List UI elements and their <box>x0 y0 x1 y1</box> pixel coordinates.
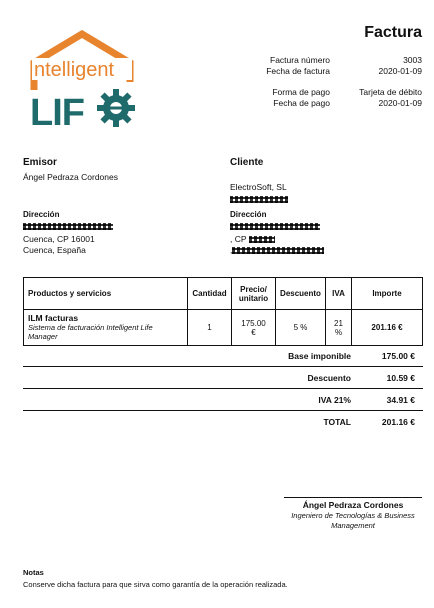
payment-date-label: Fecha de pago <box>273 98 330 108</box>
totals-total-row <box>23 411 423 433</box>
row-vat-value: 21 <box>334 318 343 328</box>
issuer-name: Ángel Pedraza Cordones <box>23 172 118 182</box>
totals <box>23 345 423 433</box>
col-price <box>232 278 276 310</box>
vat-value: 34.91 € <box>386 394 415 405</box>
table-row <box>24 310 423 346</box>
client-country-prefix: , <box>230 245 233 255</box>
invoice-number: 3003 <box>403 55 422 65</box>
issuer-country: Cuenca, España <box>23 245 86 255</box>
base-label: Base imponible <box>288 350 351 361</box>
row-discount: 5 % <box>276 310 326 346</box>
vat-label: IVA 21% <box>318 394 351 405</box>
invoice-meta-number <box>258 55 422 77</box>
invoice-title: Factura <box>364 24 422 41</box>
base-value: 175.00 € <box>381 350 415 361</box>
client-country <box>230 245 324 256</box>
total-value: 201.16 € <box>381 417 415 427</box>
col-qty: Cantidad <box>188 278 232 310</box>
invoice-date-label: Fecha de factura <box>266 66 330 76</box>
invoice-meta-payment <box>258 87 422 109</box>
col-price-line2: unitario <box>238 293 269 303</box>
row-vat <box>326 310 352 346</box>
payment-method: Tarjeta de débito <box>359 87 422 97</box>
client-city <box>230 234 275 245</box>
discount-label: Descuento <box>307 372 351 383</box>
col-vat: IVA <box>326 278 352 310</box>
notes-title: Notas <box>23 568 44 577</box>
issuer-address-title: Dirección <box>23 210 60 219</box>
invoice-number-label: Factura número <box>270 55 330 65</box>
invoice-date: 2020-01-09 <box>378 66 422 76</box>
row-qty: 1 <box>188 310 232 346</box>
issuer-title: Emisor <box>23 157 57 168</box>
col-discount: Descuento <box>276 278 326 310</box>
row-vat-unit: % <box>334 327 343 337</box>
row-price-value: 175.00 <box>241 318 266 328</box>
signature-name: Ángel Pedraza Cordones <box>302 500 404 510</box>
product-description: Sistema de facturación Intelligent Life Manager <box>28 323 153 341</box>
client-street-redacted <box>230 221 320 232</box>
col-amount: Importe <box>352 278 423 310</box>
totals-discount-row <box>23 367 423 389</box>
client-title: Cliente <box>230 157 264 168</box>
intelligent-life-logo <box>26 30 138 130</box>
payment-date: 2020-01-09 <box>378 98 422 108</box>
row-product <box>24 310 188 346</box>
row-amount: 201.16 € <box>352 310 423 346</box>
col-price-line1: Precio/ <box>240 284 267 294</box>
client-city-prefix: , CP <box>230 234 247 244</box>
client-id-redacted <box>230 194 288 205</box>
items-table <box>23 277 423 346</box>
client-name: ElectroSoft, SL <box>230 182 287 192</box>
product-name: ILM facturas <box>28 313 79 323</box>
col-product: Productos y servicios <box>24 278 188 310</box>
gear-icon <box>97 89 135 127</box>
logo-text-top: ntelligent <box>34 59 115 81</box>
discount-value: 10.59 € <box>386 372 415 383</box>
row-price-currency: € <box>251 327 256 337</box>
notes-text: Conserve dicha factura para que sirva como garantía de la operación realizada. <box>23 580 288 589</box>
total-label: TOTAL <box>323 417 351 427</box>
issuer-street-redacted <box>23 221 113 232</box>
signature-line <box>284 497 422 498</box>
items-table-header <box>24 278 423 310</box>
logo-text-bottom: LIF <box>30 92 84 130</box>
totals-vat-row <box>23 389 423 411</box>
payment-method-label: Forma de pago <box>272 87 330 97</box>
client-address-title: Dirección <box>230 210 267 219</box>
signature-role: Ingeniero de Tecnologías & Business Management <box>291 511 415 530</box>
row-price <box>232 310 276 346</box>
totals-base-row <box>23 345 423 367</box>
issuer-city: Cuenca, CP 16001 <box>23 234 95 244</box>
